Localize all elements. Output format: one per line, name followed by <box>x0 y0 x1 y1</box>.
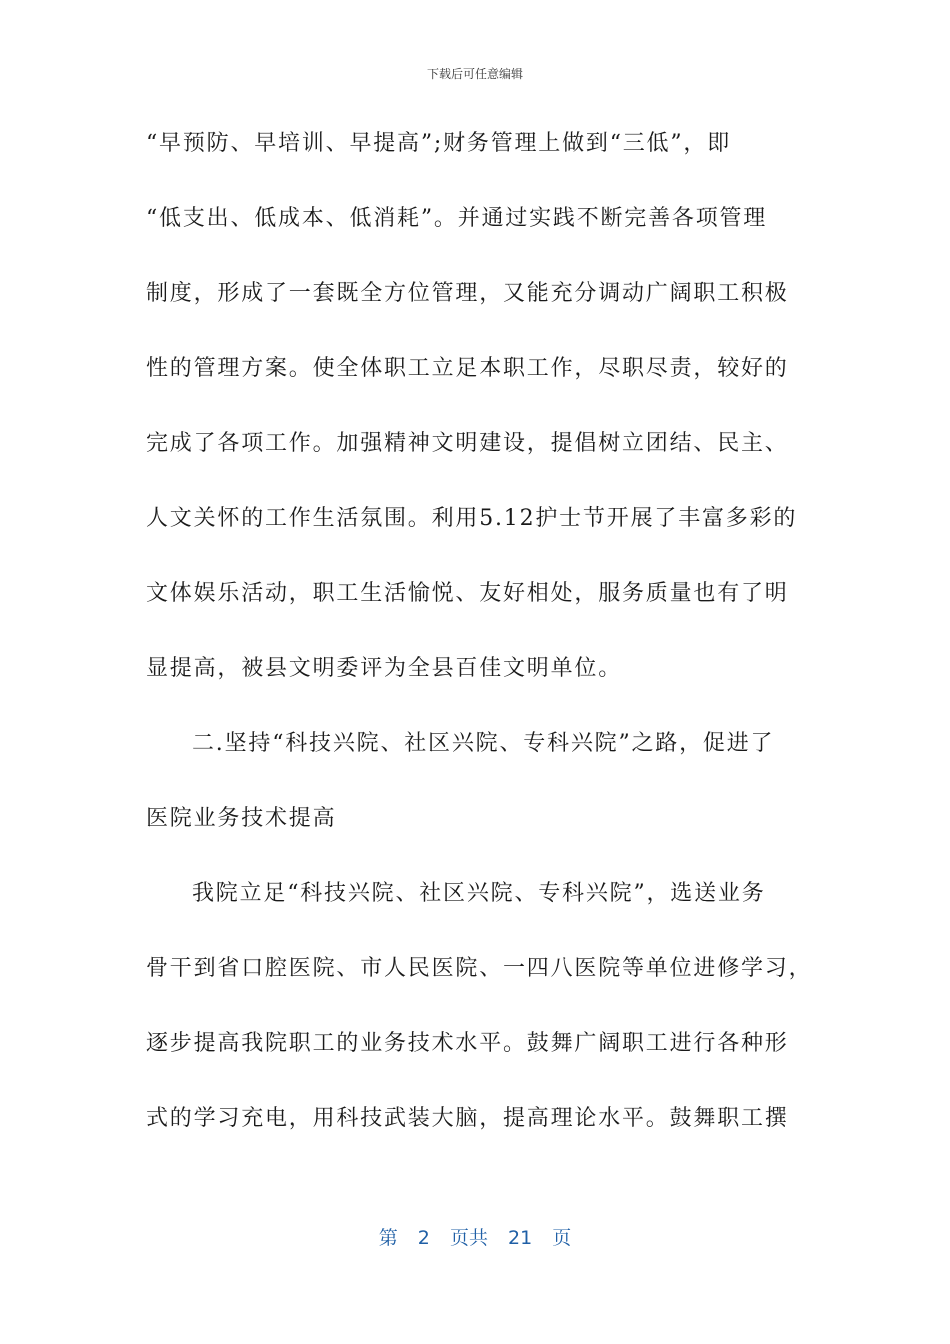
paragraph-line: 完成了各项工作。加强精神文明建设，提倡树立团结、民主、 <box>146 431 789 456</box>
paragraph-line: “早预防、早培训、早提高”;财务管理上做到“三低”，即 <box>146 131 732 156</box>
page-prefix: 第 <box>378 1227 398 1249</box>
section-heading-line: 医院业务技术提高 <box>146 806 337 831</box>
page-suffix: 页 <box>552 1227 572 1249</box>
paragraph-line: 人文关怀的工作生活氛围。利用5.12护士节开展了丰富多彩的 <box>146 506 798 531</box>
total-pages-number: 21 <box>508 1227 533 1249</box>
page-header-note: 下载后可任意编辑 <box>426 67 523 81</box>
paragraph-line: 性的管理方案。使全体职工立足本职工作，尽职尽责，较好的 <box>146 356 789 381</box>
current-page-number: 2 <box>417 1227 430 1249</box>
paragraph-line: 我院立足“科技兴院、社区兴院、专科兴院”，选送业务 <box>192 881 766 906</box>
paragraph-line: 显提高，被县文明委评为全县百佳文明单位。 <box>146 656 623 681</box>
paragraph-line: 文体娱乐活动，职工生活愉悦、友好相处，服务质量也有了明 <box>146 581 789 606</box>
page-mid-label: 页共 <box>449 1227 488 1249</box>
page-number-footer <box>0 1224 950 1252</box>
paragraph-line: “低支出、低成本、低消耗”。并通过实践不断完善各项管理 <box>146 206 768 231</box>
paragraph-line: 式的学习充电，用科技武装大脑，提高理论水平。鼓舞职工撰 <box>146 1106 789 1131</box>
section-heading-line: 二.坚持“科技兴院、社区兴院、专科兴院”之路，促进了 <box>192 731 775 756</box>
document-body <box>146 122 813 1172</box>
paragraph-line: 逐步提高我院职工的业务技术水平。鼓舞广阔职工进行各种形 <box>146 1031 789 1056</box>
paragraph-line: 骨干到省口腔医院、市人民医院、一四八医院等单位进修学习， <box>146 956 813 981</box>
paragraph-line: 制度，形成了一套既全方位管理，又能充分调动广阔职工积极 <box>146 281 789 306</box>
